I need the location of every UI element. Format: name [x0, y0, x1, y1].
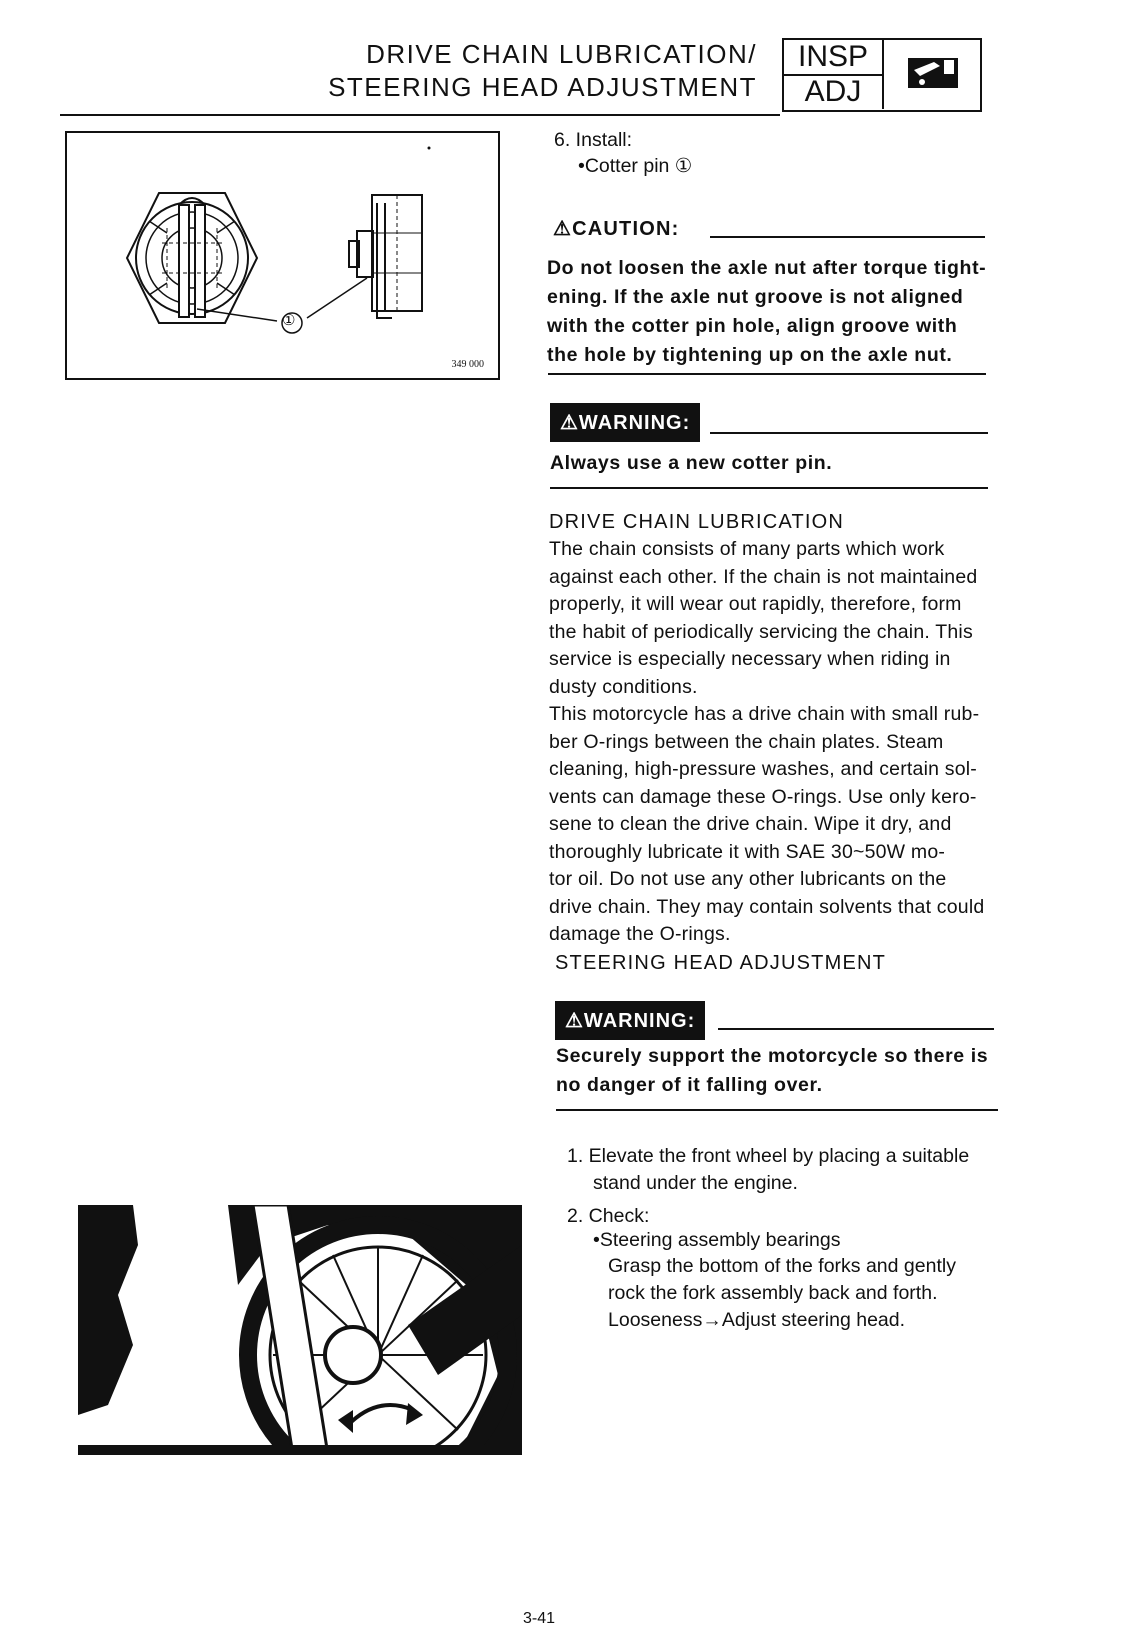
steering-warning-line: no danger of it falling over. [556, 1074, 823, 1096]
axle-nut-diagram [67, 133, 498, 378]
header-rule [60, 114, 780, 116]
page-number: 3-41 [523, 1610, 556, 1627]
step-2-detail [608, 1253, 1008, 1334]
wrench-icon [884, 40, 980, 110]
front-wheel-photo [78, 1205, 522, 1455]
figure-code: 349 000 [451, 359, 484, 370]
lubrication-line: drive chain. They may contain solvents that could [549, 895, 985, 918]
caution-line: Do not loosen the axle nut after torque tight- [547, 257, 987, 279]
lubrication-line: against each other. If the chain is not maintained [549, 565, 978, 588]
lubrication-body [549, 536, 999, 949]
step-6-cotter-pin: •Cotter pin ① [578, 155, 693, 177]
step-2-line: rock the fork assembly back and forth. [608, 1282, 938, 1304]
caution-text [547, 254, 997, 370]
caution-line: with the cotter pin hole, align groove with [547, 315, 958, 337]
caution-line: the hole by tightening up on the axle nut. [547, 344, 953, 366]
step-6-install: 6. Install: [554, 129, 633, 151]
section-tab [782, 38, 982, 112]
lubrication-line: service is especially necessary when riding in [549, 648, 951, 670]
lubrication-line: properly, it will wear out rapidly, therefore, form [549, 593, 962, 615]
warning-badge: ⚠WARNING: [550, 403, 700, 442]
lubrication-line: The chain consists of many parts which work [549, 538, 945, 560]
warning-bottom-rule [550, 487, 988, 489]
step-2-bullet: •Steering assembly bearings [593, 1229, 841, 1251]
callout-1: ① [282, 312, 296, 329]
lubrication-line: dusty conditions. [549, 675, 698, 698]
lubrication-heading: DRIVE CHAIN LUBRICATION [549, 511, 845, 533]
caution-label: ⚠CAUTION: [553, 218, 680, 240]
page-title-line-1: DRIVE CHAIN LUBRICATION/ [366, 39, 757, 69]
cotter-pin-figure [65, 131, 500, 380]
lubrication-line: tor oil. Do not use any other lubricants on the [549, 868, 947, 890]
step-1: 1. Elevate the front wheel by placing a suitable [567, 1145, 970, 1167]
lubrication-line: thoroughly lubricate it with SAE 30~50W mo- [549, 840, 946, 863]
lubrication-line: This motorcycle has a drive chain with small rub- [549, 703, 980, 725]
caution-label-rule [710, 236, 985, 238]
lubrication-line: vents can damage these O-rings. Use only kero- [549, 785, 977, 808]
step-2-line: Grasp the bottom of the forks and gently [608, 1255, 956, 1277]
lubrication-line: damage the O-rings. [549, 923, 731, 945]
step-2: 2. Check: [567, 1205, 650, 1227]
tab-insp: INSP [784, 40, 884, 76]
lubrication-line: ber O-rings between the chain plates. Steam [549, 730, 944, 753]
tab-adj: ADJ [784, 75, 884, 109]
step-2-line: Looseness→Adjust steering head. [608, 1309, 906, 1331]
steering-warning-text [556, 1042, 1001, 1100]
steering-warning-badge: ⚠WARNING: [555, 1001, 705, 1040]
steering-warning-line: Securely support the motorcycle so there is [556, 1045, 989, 1067]
steering-warning-label-rule [718, 1028, 994, 1030]
lubrication-line: cleaning, high-pressure washes, and certain sol- [549, 758, 977, 780]
warning-text: Always use a new cotter pin. [550, 452, 833, 474]
page-title-line-2: STEERING HEAD ADJUSTMENT [328, 72, 757, 102]
steering-warning-bottom-rule [556, 1109, 998, 1111]
lubrication-line: sene to clean the drive chain. Wipe it dry, and [549, 813, 952, 835]
caution-bottom-rule [548, 373, 986, 375]
step-1-cont: stand under the engine. [593, 1172, 798, 1194]
warning-label-rule [710, 432, 988, 434]
steering-heading: STEERING HEAD ADJUSTMENT [555, 952, 887, 974]
caution-line: ening. If the axle nut groove is not aligned [547, 286, 964, 308]
lubrication-line: the habit of periodically servicing the chain. This [549, 620, 973, 643]
